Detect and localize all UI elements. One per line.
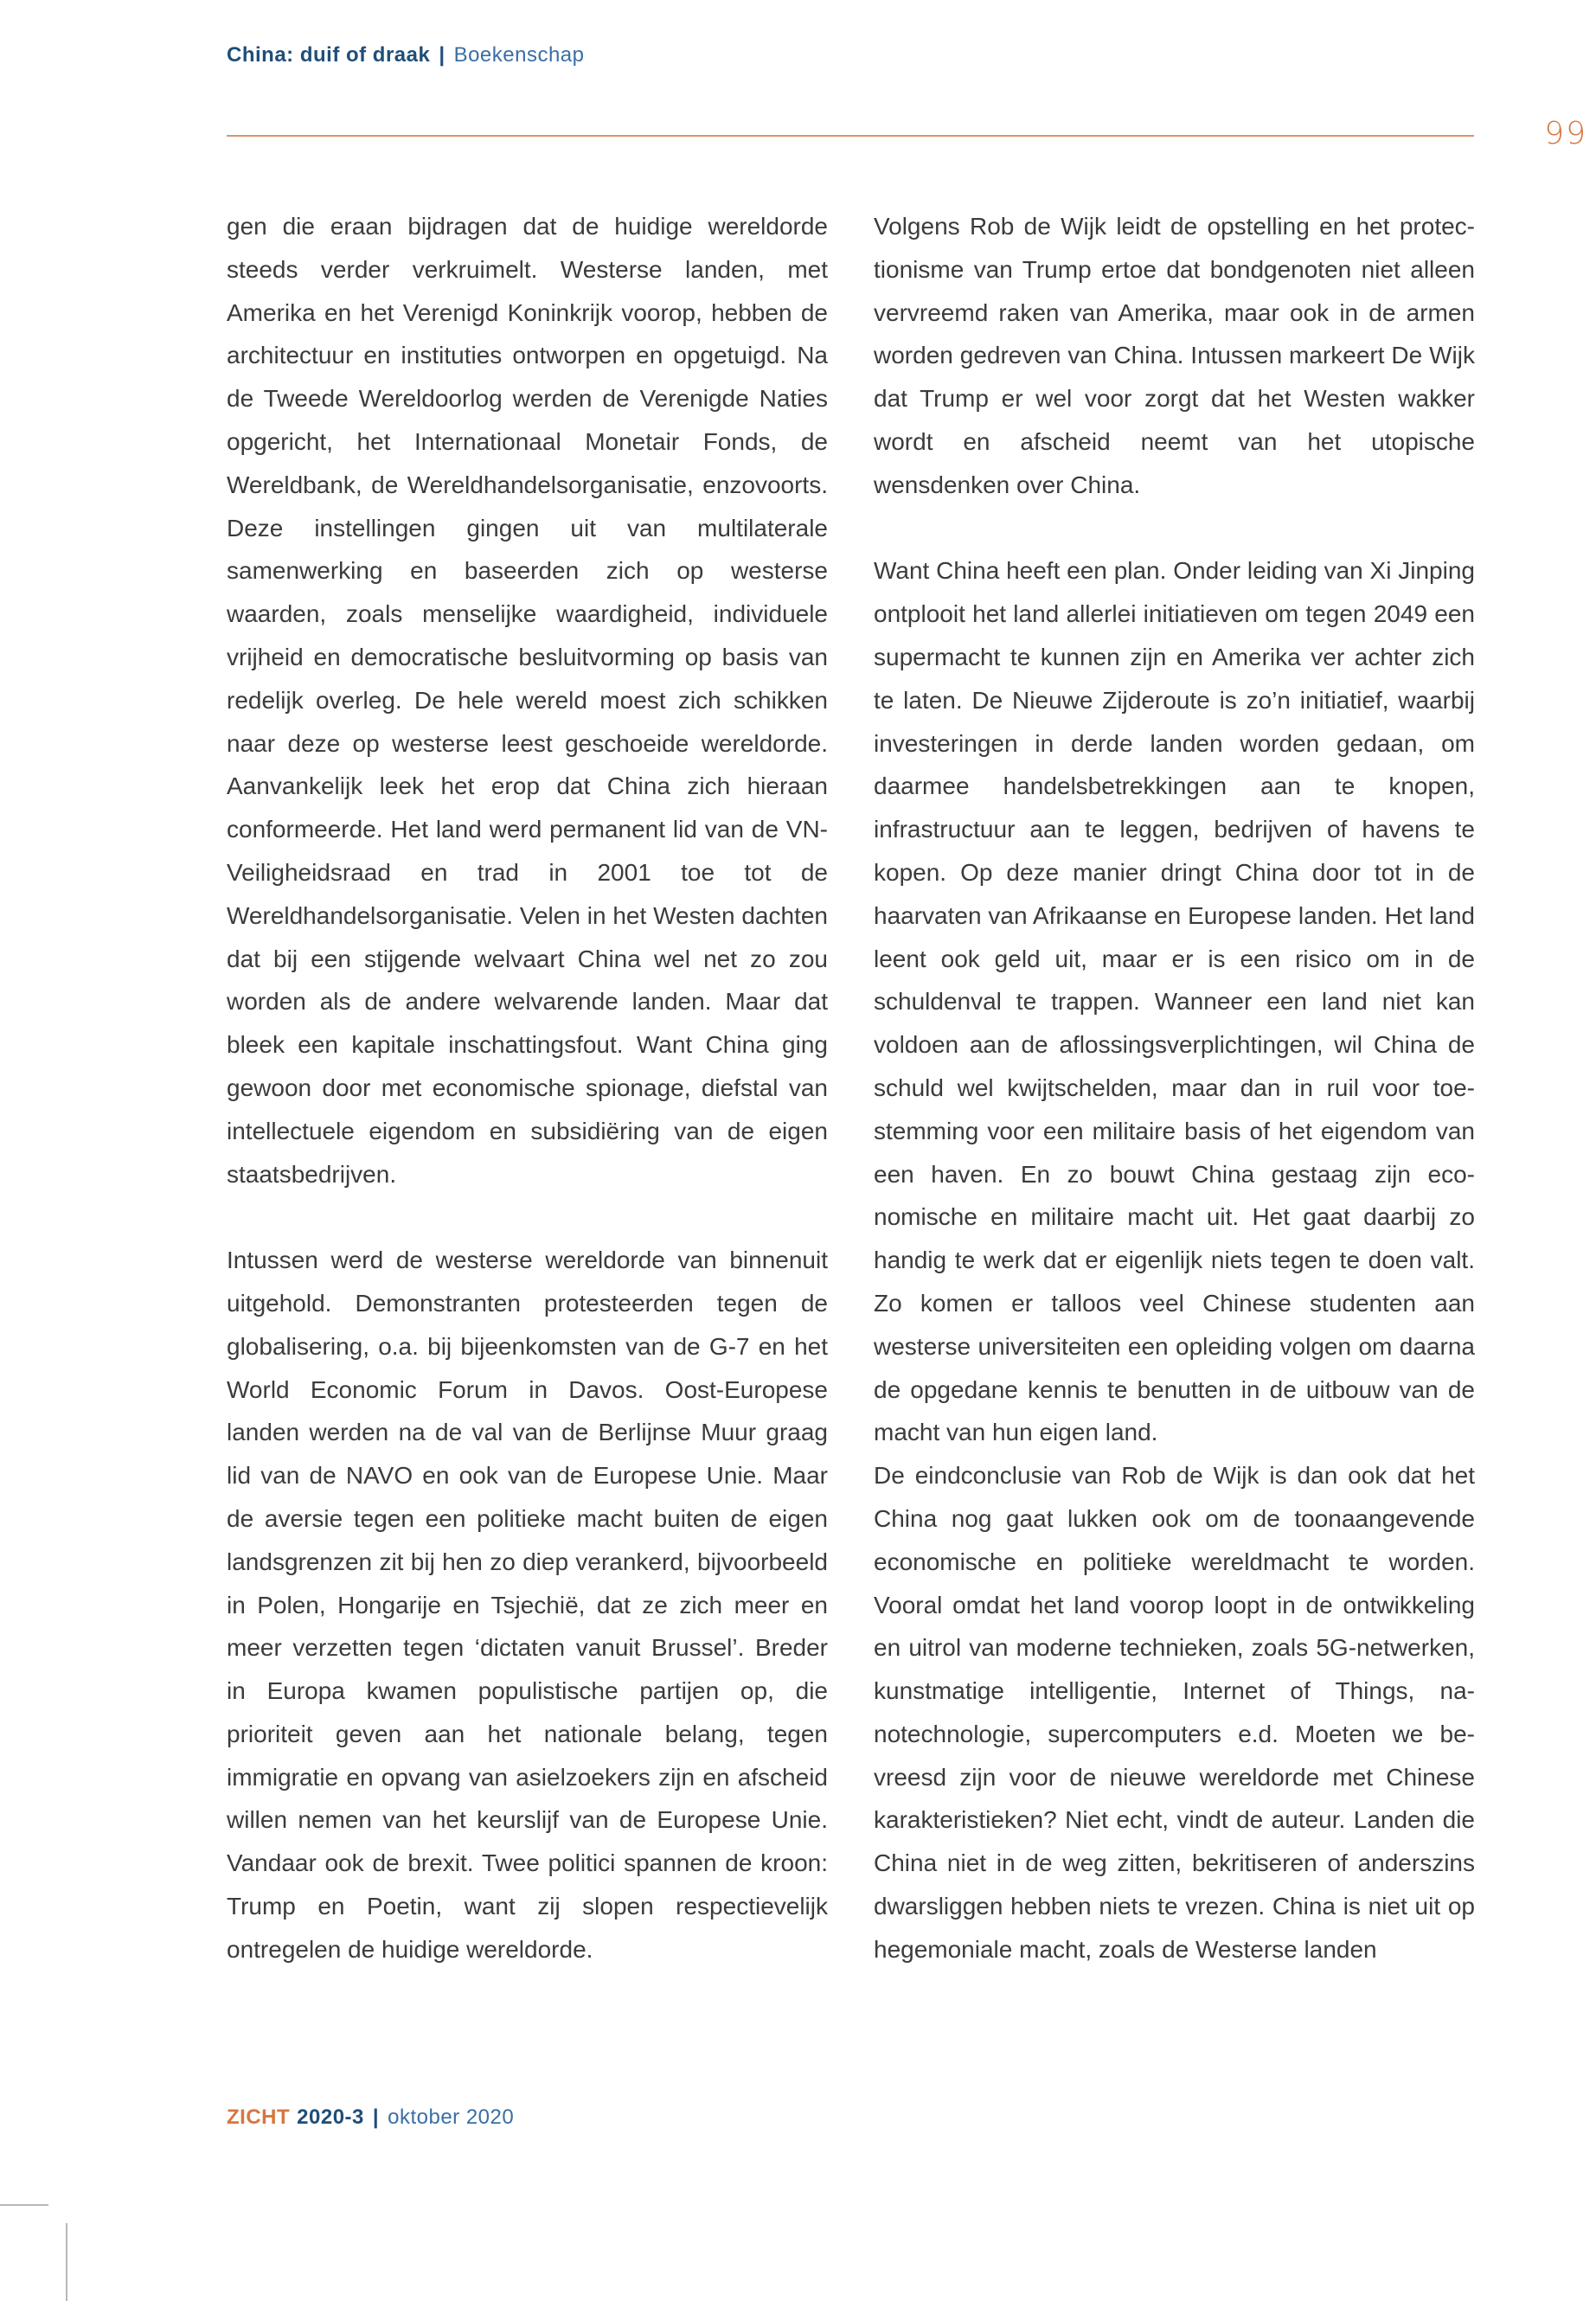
header-title: China: duif of draak bbox=[227, 43, 431, 67]
page-number: 99 bbox=[1544, 116, 1587, 151]
running-footer bbox=[227, 2106, 514, 2130]
right-paragraph-1: Volgens Rob de Wijk leidt de opstelling en het protectionisme van Trump ertoe dat bondgenoten niet alleen vervreemd raken van Amerika, maar ook in de armen worden gedreven van China. Intussen markeert De Wijk dat Trump er wel voor zorgt dat het Westen wakker wordt en afscheid neemt van het utopische wensdenken over China. bbox=[874, 213, 1475, 498]
footer-separator: | bbox=[372, 2106, 380, 2129]
header-section: Boekenschap bbox=[453, 43, 585, 67]
running-header bbox=[227, 43, 585, 73]
header-rule bbox=[227, 135, 1474, 137]
right-column bbox=[874, 205, 1475, 1971]
footer-issue: 2020-3 bbox=[297, 2106, 364, 2129]
right-paragraph-3: De eindconclusie van Rob de Wijk is dan ook dat het China nog gaat lukken ook om de toonaangevende economische en politieke wereldmacht te worden. Vooral omdat het land voorop loopt in de ontwikkeling en uitrol van moderne technieken, zoals 5G-netwerken, kunstmatige intelligentie, Internet of Things, nanotechnologie, supercomputers e.d. Moeten we bevreesd zijn voor de nieuwe wereldorde met Chinese karakteristieken? Niet echt, vindt de auteur. Landen die China niet in de weg zitten, bekritiseren of anderszins dwarsliggen hebben niets te vrezen. China is niet uit op hegemoniale macht, zoals de Westerse landen bbox=[874, 1462, 1475, 1963]
left-paragraph-1: gen die eraan bijdragen dat de huidige wereldorde steeds verder verkruimelt. Westerse landen, met Amerika en het Verenigd Koninkrijk voorop, hebben de architectuur en instituties ontworpen en opgetuigd. Na de Tweede Wereldoorlog werden de Verenigde Naties opgericht, het Internationaal Monetair Fonds, de Wereldbank, de Wereldhandelsorganisatie, enzovoorts. Deze instellingen gingen uit van multilaterale samenwerking en baseerden zich op westerse waarden, zoals menselijke waardigheid, individuele vrijheid en democratische besluitvorming op basis van redelijk overleg. De hele wereld moest zich schikken naar deze op westerse leest geschoeide wereldorde. Aanvankelijk leek het erop dat China zich hieraan conformeerde. Het land werd permanent lid van de VN-Veiligheidsraad en trad in 2001 toe tot de Wereldhandelsorganisatie. Velen in het Westen dachten dat bij een stijgende welvaart China wel net zo zou worden als de andere welvarende landen. Maar dat bleek een kapitale inschattingsfout. Want China ging gewoon door met economische spionage, diefstal van intellectuele eigendom en subsidiëring van de eigen staatsbedrijven. bbox=[227, 213, 828, 1188]
footer-magazine: ZICHT bbox=[227, 2106, 291, 2129]
footer-date: oktober 2020 bbox=[388, 2106, 515, 2129]
crop-mark-vertical bbox=[66, 2223, 67, 2301]
right-paragraph-2: Want China heeft een plan. Onder leiding van Xi Jinping ontplooit het land allerlei initiatieven om tegen 2049 een supermacht te kunnen zijn en Amerika ver achter zich te laten. De Nieuwe Zijderoute is zo’n initiatief, waarbij investeringen in derde landen worden gedaan, om daarmee handelsbetrekkingen aan te knopen, infrastructuur aan te leggen, bedrijven of havens te kopen. Op deze manier dringt China door tot in de haarvaten van Afrikaanse en Europese landen. Het land leent ook geld uit, maar er is een risico om in de schuldenval te trappen. Wanneer een land niet kan voldoen aan de aflossingsverplichtingen, wil China de schuld wel kwijtschelden, maar dan in ruil voor toestemming voor een militaire basis of het eigendom van een haven. En zo bouwt China gestaag zijn economische en militaire macht uit. Het gaat daarbij zo handig te werk dat er eigenlijk niets tegen te doen valt. Zo komen er talloos veel Chinese studenten aan westerse universiteiten een opleiding volgen om daarna de opgedane kennis te benutten in de uitbouw van de macht van hun eigen land. bbox=[874, 557, 1475, 1446]
left-paragraph-2: Intussen werd de westerse wereldorde van binnenuit uitgehold. Demonstranten protesteerden tegen de globalisering, o.a. bij bijeenkomsten van de G-7 en het World Economic Forum in Davos. Oost-Europese landen werden na de val van de Berlijnse Muur graag lid van de NAVO en ook van de Europese Unie. Maar de aversie tegen een politieke macht buiten de eigen landsgrenzen zit bij hen zo diep verankerd, bijvoorbeeld in Polen, Hongarije en Tsjechië, dat ze zich meer en meer verzetten tegen ‘dictaten vanuit Brussel’. Breder in Europa kwamen populistische partijen op, die prioriteit geven aan het nationale belang, tegen immigratie en opvang van asielzoekers zijn en afscheid willen nemen van het keurslijf van de Europese Unie. Vandaar ook de brexit. Twee politici spannen de kroon: Trump en Poetin, want zij slopen respectievelijk ontregelen de huidige wereldorde. bbox=[227, 1247, 828, 1963]
left-column bbox=[227, 205, 828, 1971]
crop-mark-horizontal bbox=[0, 2204, 48, 2206]
header-separator: | bbox=[439, 43, 445, 67]
